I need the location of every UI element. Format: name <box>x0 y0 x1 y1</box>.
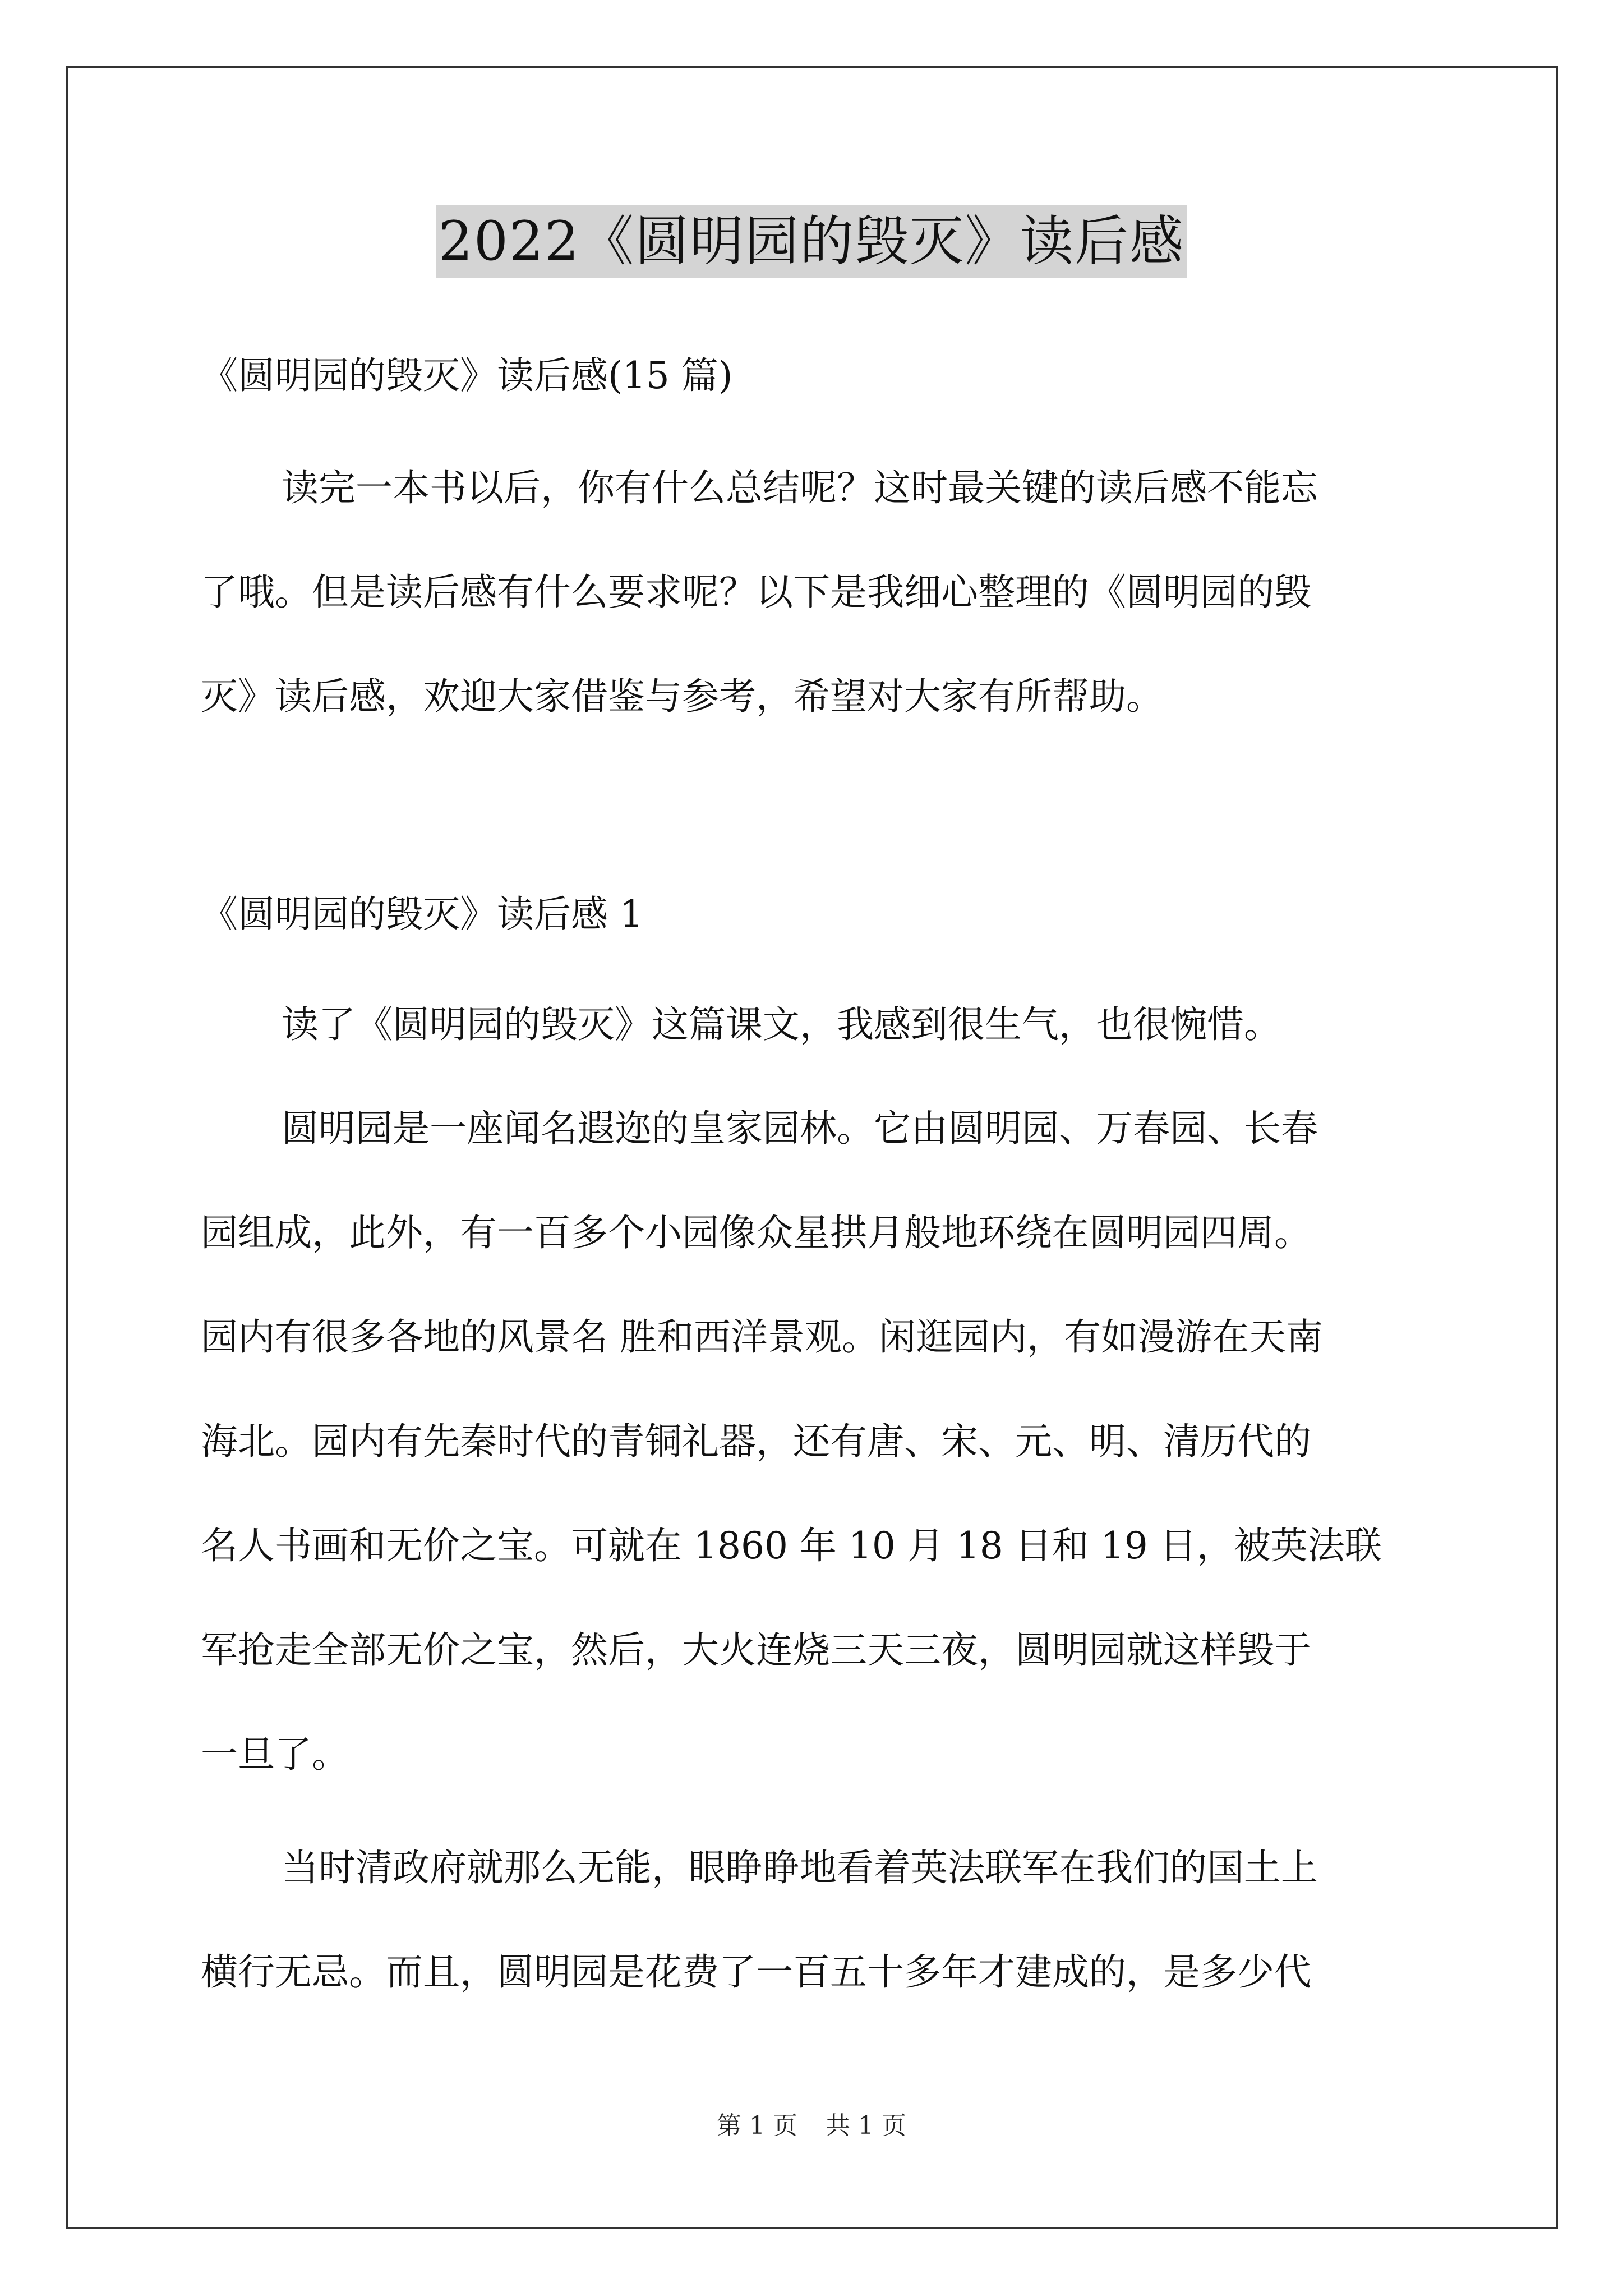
paragraph-line: 圆明园是一座闻名遐迩的皇家园林。它由圆明园、万春园、长春 <box>282 1107 1318 1150</box>
paragraph-line: 横行无忌。而且，圆明园是花费了一百五十多年才建成的，是多少代 <box>201 1950 1311 1994</box>
paragraph-line: 名人书画和无价之宝。可就在 1860 年 10 月 18 日和 19 日，被英法联 <box>201 1524 1382 1567</box>
paragraph-line: 园组成，此外，有一百多个小园像众星拱月般地环绕在圆明园四周。 <box>201 1211 1311 1254</box>
paragraph-line: 一旦了。 <box>201 1733 349 1776</box>
section-heading: 《圆明园的毁灭》读后感 1 <box>201 892 643 936</box>
subtitle: 《圆明园的毁灭》读后感(15 篇) <box>201 354 733 397</box>
page-number: 第 1 页 <box>717 2111 797 2140</box>
intro-line: 了哦。但是读后感有什么要求呢？以下是我细心整理的《圆明园的毁 <box>201 570 1311 614</box>
paragraph-line: 读了《圆明园的毁灭》这篇课文，我感到很生气，也很惋惜。 <box>282 1003 1281 1046</box>
page-footer <box>0 2109 1623 2143</box>
document-title: 2022《圆明园的毁灭》读后感 <box>436 205 1187 278</box>
intro-line: 灭》读后感，欢迎大家借鉴与参考，希望对大家有所帮助。 <box>201 675 1163 718</box>
paragraph-line: 海北。园内有先秦时代的青铜礼器，还有唐、宋、元、明、清历代的 <box>201 1420 1311 1463</box>
paragraph-line: 园内有很多各地的风景名 胜和西洋景观。闲逛园内，有如漫游在天南 <box>201 1315 1323 1359</box>
title-container <box>0 205 1623 278</box>
intro-line: 读完一本书以后，你有什么总结呢？这时最关键的读后感不能忘 <box>282 466 1318 509</box>
paragraph-line: 军抢走全部无价之宝，然后，大火连烧三天三夜，圆明园就这样毁于 <box>201 1628 1311 1672</box>
page-total: 共 1 页 <box>826 2111 906 2140</box>
paragraph-line: 当时清政府就那么无能，眼睁睁地看着英法联军在我们的国土上 <box>282 1846 1318 1889</box>
